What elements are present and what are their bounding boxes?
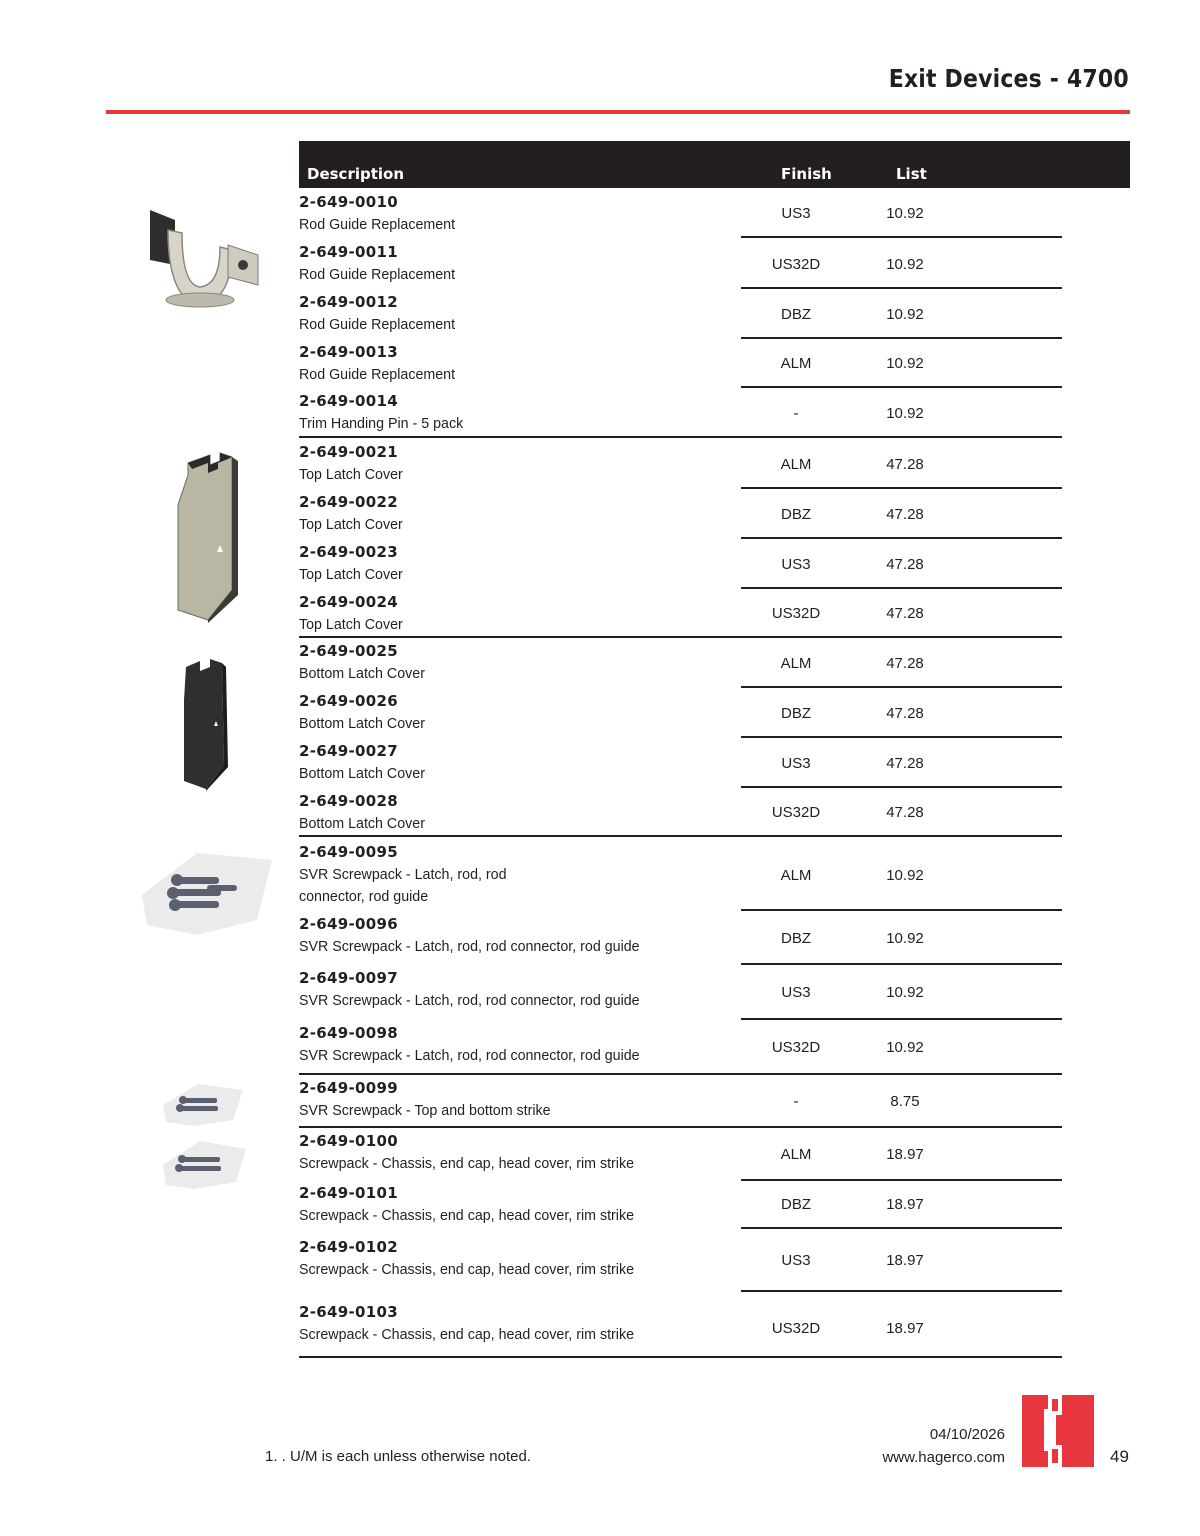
- table-row: [299, 1021, 1062, 1075]
- part-description: SVR Screwpack - Latch, rod, rod connector, rod guide: [299, 938, 640, 955]
- part-number: 2-649-0028: [299, 792, 398, 810]
- footer-url: www.hagerco.com: [882, 1449, 1005, 1466]
- list-price: 18.97: [886, 1320, 924, 1337]
- screwpack-small-image-1: [158, 1080, 246, 1130]
- table-row: [299, 240, 1062, 289]
- column-header-list: List: [896, 165, 927, 183]
- finish-value: US32D: [771, 1039, 821, 1056]
- part-description: SVR Screwpack - Latch, rod, rod connector, rod guide: [299, 866, 507, 905]
- row-divider: [741, 337, 1062, 339]
- list-price: 10.92: [886, 355, 924, 372]
- finish-value: US3: [781, 755, 811, 772]
- finish-value: DBZ: [781, 306, 811, 323]
- finish-value: -: [793, 1093, 799, 1110]
- part-number: 2-649-0101: [299, 1184, 398, 1202]
- part-number: 2-649-0098: [299, 1024, 398, 1042]
- part-number: 2-649-0096: [299, 915, 398, 933]
- column-header-description: Description: [307, 165, 405, 183]
- row-divider: [741, 1290, 1062, 1292]
- part-description: Bottom Latch Cover: [299, 665, 425, 682]
- table-row: [299, 540, 1062, 589]
- part-description: Bottom Latch Cover: [299, 815, 425, 832]
- part-description: SVR Screwpack - Latch, rod, rod connector, rod guide: [299, 1047, 640, 1064]
- part-description: Screwpack - Chassis, end cap, head cover, rim strike: [299, 1261, 635, 1278]
- part-description: Top Latch Cover: [299, 516, 403, 533]
- row-divider: [299, 1073, 1062, 1075]
- part-number: 2-649-0099: [299, 1079, 398, 1097]
- part-number: 2-649-0013: [299, 343, 398, 361]
- row-divider: [741, 236, 1062, 238]
- part-number: 2-649-0023: [299, 543, 398, 561]
- list-price: 47.28: [886, 655, 924, 672]
- list-price: 47.28: [886, 506, 924, 523]
- part-number: 2-649-0097: [299, 969, 398, 987]
- part-number: 2-649-0095: [299, 843, 398, 861]
- row-divider: [299, 436, 1062, 438]
- finish-value: ALM: [780, 867, 812, 884]
- column-header-finish: Finish: [781, 165, 832, 183]
- part-number: 2-649-0026: [299, 692, 398, 710]
- list-price: 10.92: [886, 306, 924, 323]
- part-number: 2-649-0022: [299, 493, 398, 511]
- page-number: 49: [1110, 1447, 1129, 1466]
- list-price: 47.28: [886, 456, 924, 473]
- hager-logo: [1022, 1395, 1094, 1467]
- part-number: 2-649-0100: [299, 1132, 398, 1150]
- part-description: Top Latch Cover: [299, 616, 403, 633]
- part-number: 2-649-0027: [299, 742, 398, 760]
- part-number: 2-649-0024: [299, 593, 398, 611]
- list-price: 10.92: [886, 930, 924, 947]
- part-number: 2-649-0102: [299, 1238, 398, 1256]
- part-number: 2-649-0021: [299, 443, 398, 461]
- finish-value: ALM: [780, 355, 812, 372]
- row-divider: [741, 1018, 1062, 1020]
- table-row: [299, 1230, 1062, 1292]
- row-divider: [741, 386, 1062, 388]
- row-divider: [299, 835, 1062, 837]
- part-description: Rod Guide Replacement: [299, 266, 456, 283]
- row-divider: [741, 909, 1062, 911]
- part-description: Bottom Latch Cover: [299, 765, 425, 782]
- finish-value: US32D: [771, 1320, 821, 1337]
- part-description: Top Latch Cover: [299, 566, 403, 583]
- part-description: SVR Screwpack - Top and bottom strike: [299, 1102, 551, 1119]
- table-row: [299, 840, 1062, 911]
- finish-value: DBZ: [781, 930, 811, 947]
- part-number: 2-649-0012: [299, 293, 398, 311]
- list-price: 10.92: [886, 205, 924, 222]
- table-row: [299, 440, 1062, 489]
- page-title: Exit Devices - 4700: [888, 64, 1129, 93]
- part-description: Rod Guide Replacement: [299, 366, 456, 383]
- finish-value: DBZ: [781, 705, 811, 722]
- row-divider: [741, 736, 1062, 738]
- list-price: 10.92: [886, 1039, 924, 1056]
- part-description: Top Latch Cover: [299, 466, 403, 483]
- finish-value: DBZ: [781, 506, 811, 523]
- part-description: Screwpack - Chassis, end cap, head cover, rim strike: [299, 1155, 635, 1172]
- finish-value: US32D: [771, 256, 821, 273]
- table-row: [299, 490, 1062, 539]
- finish-value: US3: [781, 556, 811, 573]
- row-divider: [741, 686, 1062, 688]
- rod-guide-image: [140, 205, 265, 315]
- table-row: [299, 590, 1062, 638]
- finish-value: ALM: [780, 1146, 812, 1163]
- row-divider: [299, 1356, 1062, 1358]
- list-price: 8.75: [890, 1093, 920, 1110]
- list-price: 47.28: [886, 556, 924, 573]
- row-divider: [741, 963, 1062, 965]
- part-description: Bottom Latch Cover: [299, 715, 425, 732]
- title-rule: [106, 110, 1130, 114]
- table-row: [299, 639, 1062, 688]
- table-row: [299, 389, 1062, 438]
- table-row: [299, 966, 1062, 1020]
- list-price: 47.28: [886, 605, 924, 622]
- finish-value: DBZ: [781, 1196, 811, 1213]
- finish-value: -: [793, 405, 799, 422]
- finish-value: ALM: [780, 456, 812, 473]
- table-row: [299, 1076, 1062, 1128]
- list-price: 47.28: [886, 705, 924, 722]
- part-description: SVR Screwpack - Latch, rod, rod connector, rod guide: [299, 992, 640, 1009]
- footnote: 1. . U/M is each unless otherwise noted.: [265, 1448, 531, 1465]
- part-description: Trim Handing Pin - 5 pack: [299, 415, 464, 432]
- list-price: 47.28: [886, 804, 924, 821]
- part-description: Screwpack - Chassis, end cap, head cover, rim strike: [299, 1207, 635, 1224]
- table-row: [299, 689, 1062, 738]
- list-price: 18.97: [886, 1146, 924, 1163]
- screwpack-large-image: [137, 845, 277, 940]
- finish-value: ALM: [780, 655, 812, 672]
- footer-date: 04/10/2026: [929, 1426, 1005, 1443]
- list-price: 18.97: [886, 1252, 924, 1269]
- list-price: 10.92: [886, 405, 924, 422]
- list-price: 10.92: [886, 867, 924, 884]
- list-price: 47.28: [886, 755, 924, 772]
- table-row: [299, 912, 1062, 965]
- list-price: 10.92: [886, 256, 924, 273]
- table-header: [299, 141, 1130, 188]
- screwpack-small-image-2: [158, 1137, 250, 1195]
- row-divider: [299, 636, 1062, 638]
- part-number: 2-649-0025: [299, 642, 398, 660]
- row-divider: [741, 1227, 1062, 1229]
- part-number: 2-649-0103: [299, 1303, 398, 1321]
- part-number: 2-649-0014: [299, 392, 398, 410]
- table-row: [299, 1293, 1062, 1358]
- table-row: [299, 340, 1062, 388]
- row-divider: [741, 487, 1062, 489]
- finish-value: US3: [781, 984, 811, 1001]
- table-row: [299, 1129, 1062, 1181]
- finish-value: US3: [781, 1252, 811, 1269]
- table-row: [299, 1181, 1062, 1229]
- part-description: Screwpack - Chassis, end cap, head cover, rim strike: [299, 1326, 635, 1343]
- finish-value: US32D: [771, 605, 821, 622]
- table-row: [299, 190, 1062, 238]
- row-divider: [741, 537, 1062, 539]
- finish-value: US3: [781, 205, 811, 222]
- table-row: [299, 290, 1062, 339]
- row-divider: [741, 587, 1062, 589]
- part-description: Rod Guide Replacement: [299, 216, 456, 233]
- finish-value: US32D: [771, 804, 821, 821]
- table-row: [299, 739, 1062, 788]
- bottom-latch-cover-image: [178, 655, 233, 795]
- list-price: 18.97: [886, 1196, 924, 1213]
- table-row: [299, 789, 1062, 837]
- top-latch-cover-image: [170, 445, 245, 625]
- part-number: 2-649-0011: [299, 243, 398, 261]
- row-divider: [741, 786, 1062, 788]
- row-divider: [741, 287, 1062, 289]
- part-description: Rod Guide Replacement: [299, 316, 456, 333]
- row-divider: [299, 1126, 1062, 1128]
- part-number: 2-649-0010: [299, 193, 398, 211]
- list-price: 10.92: [886, 984, 924, 1001]
